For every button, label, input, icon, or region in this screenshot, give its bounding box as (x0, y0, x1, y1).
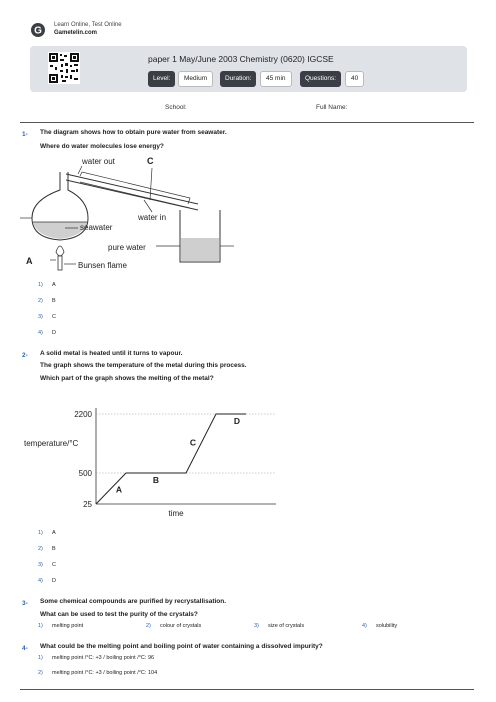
option-text[interactable]: A (52, 282, 56, 288)
option-number[interactable]: 1) (38, 655, 43, 661)
question-line: A solid metal is heated until it turns to vapour. (40, 350, 183, 357)
option-number[interactable]: 2) (146, 623, 151, 629)
brand-logo (30, 22, 46, 38)
question-line: Which part of the graph shows the melting of the metal? (40, 375, 214, 382)
segment-label: A (115, 484, 123, 495)
option-number[interactable]: 2) (38, 670, 43, 676)
option-text[interactable]: B (52, 298, 56, 304)
option-number[interactable]: 4) (38, 578, 43, 584)
option-text[interactable]: colour of crystals (160, 623, 202, 629)
question-number: 4- (22, 645, 28, 652)
option-text[interactable]: B (52, 546, 56, 552)
brand-tagline: Learn Online, Test Online (54, 22, 122, 28)
label-a: A (26, 256, 33, 266)
question-line: Where do water molecules lose energy? (40, 143, 164, 150)
option-text[interactable]: D (52, 330, 56, 336)
option-number[interactable]: 3) (38, 314, 43, 320)
question-number: 3- (22, 600, 28, 607)
questions-value: 40 (345, 71, 364, 87)
distillation-diagram (20, 152, 250, 272)
segment-label: C (189, 437, 197, 448)
option-text[interactable]: C (52, 314, 56, 320)
label-c: C (147, 156, 154, 166)
question-line: What can be used to test the purity of the crystals? (40, 611, 198, 618)
level-value: Medium (178, 71, 213, 87)
duration-value: 45 min (260, 71, 292, 87)
logo-icon (30, 22, 46, 38)
level-label: Level: (148, 71, 175, 87)
y-axis-label: temperature/°C (24, 439, 79, 448)
option-number[interactable]: 2) (38, 298, 43, 304)
x-axis-label: time (168, 509, 184, 518)
option-number[interactable]: 4) (362, 623, 367, 629)
school-field: School: (165, 104, 187, 111)
option-number[interactable]: 3) (38, 562, 43, 568)
question-number: 2- (22, 352, 28, 359)
y-tick-label: 25 (83, 500, 92, 509)
footer-divider (20, 689, 474, 690)
option-number[interactable]: 1) (38, 282, 43, 288)
label-pure-water: pure water (108, 243, 146, 252)
question-line: The diagram shows how to obtain pure water from seawater. (40, 129, 227, 136)
header-divider (20, 122, 474, 123)
option-text[interactable]: A (52, 530, 56, 536)
segment-label: B (152, 475, 160, 485)
option-text[interactable]: D (52, 578, 56, 584)
question-number: 1- (22, 131, 28, 138)
option-text[interactable]: melting point /°C: +3 / boiling point /°C: 104 (52, 670, 158, 676)
option-number[interactable]: 1) (38, 530, 43, 536)
option-number[interactable]: 4) (38, 330, 43, 336)
full-name-field: Full Name: (316, 104, 348, 111)
y-tick-label: 500 (78, 469, 92, 478)
option-text[interactable]: melting point (52, 623, 84, 629)
question-line: What could be the melting point and boiling point of water containing a dissolved impurity? (40, 643, 323, 650)
label-water-out: water out (82, 157, 115, 166)
question-line: The graph shows the temperature of the metal during this process. (40, 362, 247, 369)
questions-label: Questions: (300, 71, 341, 87)
label-water-in: water in (138, 213, 167, 222)
duration-label: Duration: (220, 71, 256, 87)
option-number[interactable]: 3) (254, 623, 259, 629)
temperature-graph (20, 400, 290, 520)
label-seawater: seawater (80, 223, 113, 232)
option-text[interactable]: C (52, 562, 56, 568)
option-number[interactable]: 1) (38, 623, 43, 629)
y-tick-label: 2200 (74, 410, 92, 419)
brand-site: Gametelin.com (54, 30, 98, 36)
option-number[interactable]: 2) (38, 546, 43, 552)
paper-title: paper 1 May/June 2003 Chemistry (0620) IGCSE (148, 54, 334, 64)
option-text[interactable]: melting point /°C: +3 / boiling point /°C: 96 (52, 655, 155, 661)
option-text[interactable]: solubility (376, 623, 398, 629)
label-bunsen: Bunsen flame (78, 261, 127, 270)
qr-code (48, 52, 80, 84)
svg-text:G: G (34, 25, 42, 37)
segment-label: D (233, 416, 241, 426)
question-line: Some chemical compounds are purified by recrystallisation. (40, 598, 227, 605)
option-text[interactable]: size of crystals (268, 623, 305, 629)
